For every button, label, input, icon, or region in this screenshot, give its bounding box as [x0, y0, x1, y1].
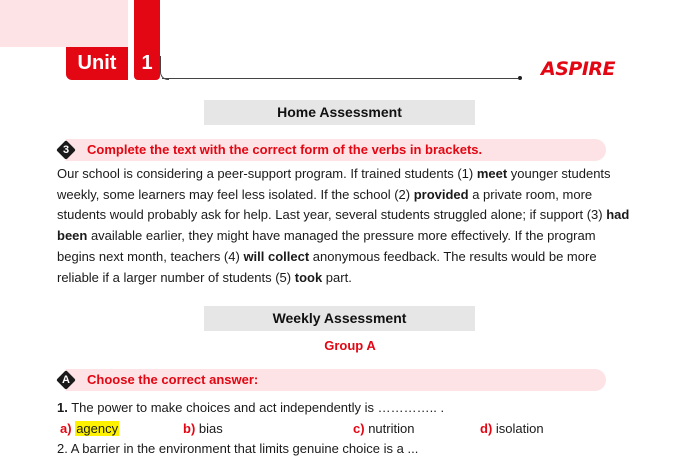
answer-verb: took: [294, 269, 323, 285]
passage-segment: part.: [322, 269, 352, 285]
group-title: Group A: [324, 338, 376, 353]
question-1: [57, 400, 444, 415]
question-number: 1.: [57, 400, 68, 415]
option-text: bias: [198, 421, 223, 436]
header-dot: [518, 76, 522, 80]
question-1-options: [0, 421, 700, 439]
passage-segment: younger students weekly, some learners may feel less isolated. If the school (2): [57, 166, 611, 202]
header-line-curve: [160, 56, 169, 80]
instruction-text: Choose the correct answer:: [87, 372, 259, 387]
option-letter: b): [183, 421, 196, 436]
instruction-bar-3: [56, 139, 606, 161]
option-letter: c): [353, 421, 365, 436]
exercise-number-badge: [56, 140, 76, 160]
header-rule: [162, 78, 518, 79]
option-a[interactable]: [60, 421, 119, 436]
option-text-highlighted: agency: [76, 421, 119, 436]
option-b[interactable]: [183, 421, 223, 436]
instruction-text: Complete the text with the correct form of the verbs in brackets.: [87, 142, 483, 157]
passage-segment: anonymous feedback. The results would be more reliable if a larger number of students (5): [57, 248, 597, 285]
answer-verb: will collect: [243, 248, 310, 264]
header-pink-panel: [0, 0, 128, 47]
option-text: isolation: [495, 421, 544, 436]
exercise-number: 3: [62, 144, 70, 156]
passage-segment: available earlier, they might have managed the pressure more effectively. If the program begins next month, teachers (4): [57, 228, 596, 264]
passage-text: [57, 164, 632, 288]
unit-label: Unit: [66, 47, 128, 80]
option-text: nutrition: [368, 421, 415, 436]
logo-text: ASPIRE: [541, 58, 615, 80]
option-c[interactable]: [353, 421, 414, 436]
home-assessment-title: Home Assessment: [204, 100, 475, 125]
answer-verb: meet: [476, 166, 508, 181]
option-d[interactable]: [480, 421, 544, 436]
exercise-letter: A: [62, 374, 70, 386]
question-2-partial: 2. A barrier in the environment that limits genuine choice is a ...: [57, 441, 419, 456]
unit-number: 1: [141, 52, 153, 74]
answer-verb: had been: [57, 207, 630, 244]
passage-segment: Our school is considering a peer-support program. If trained students (1): [57, 166, 477, 181]
aspire-logo: [540, 55, 622, 81]
exercise-letter-badge: [56, 370, 76, 390]
instruction-bar-a: [56, 369, 606, 391]
question-text: The power to make choices and act independently is ………….. .: [71, 400, 445, 415]
option-letter: a): [60, 421, 72, 436]
passage-segment: a private room, more students would probably ask for help. Last year, several students struggled alone; if support (3): [57, 186, 607, 223]
weekly-assessment-title: Weekly Assessment: [204, 306, 475, 331]
option-letter: d): [480, 421, 493, 436]
answer-verb: provided: [413, 186, 469, 202]
